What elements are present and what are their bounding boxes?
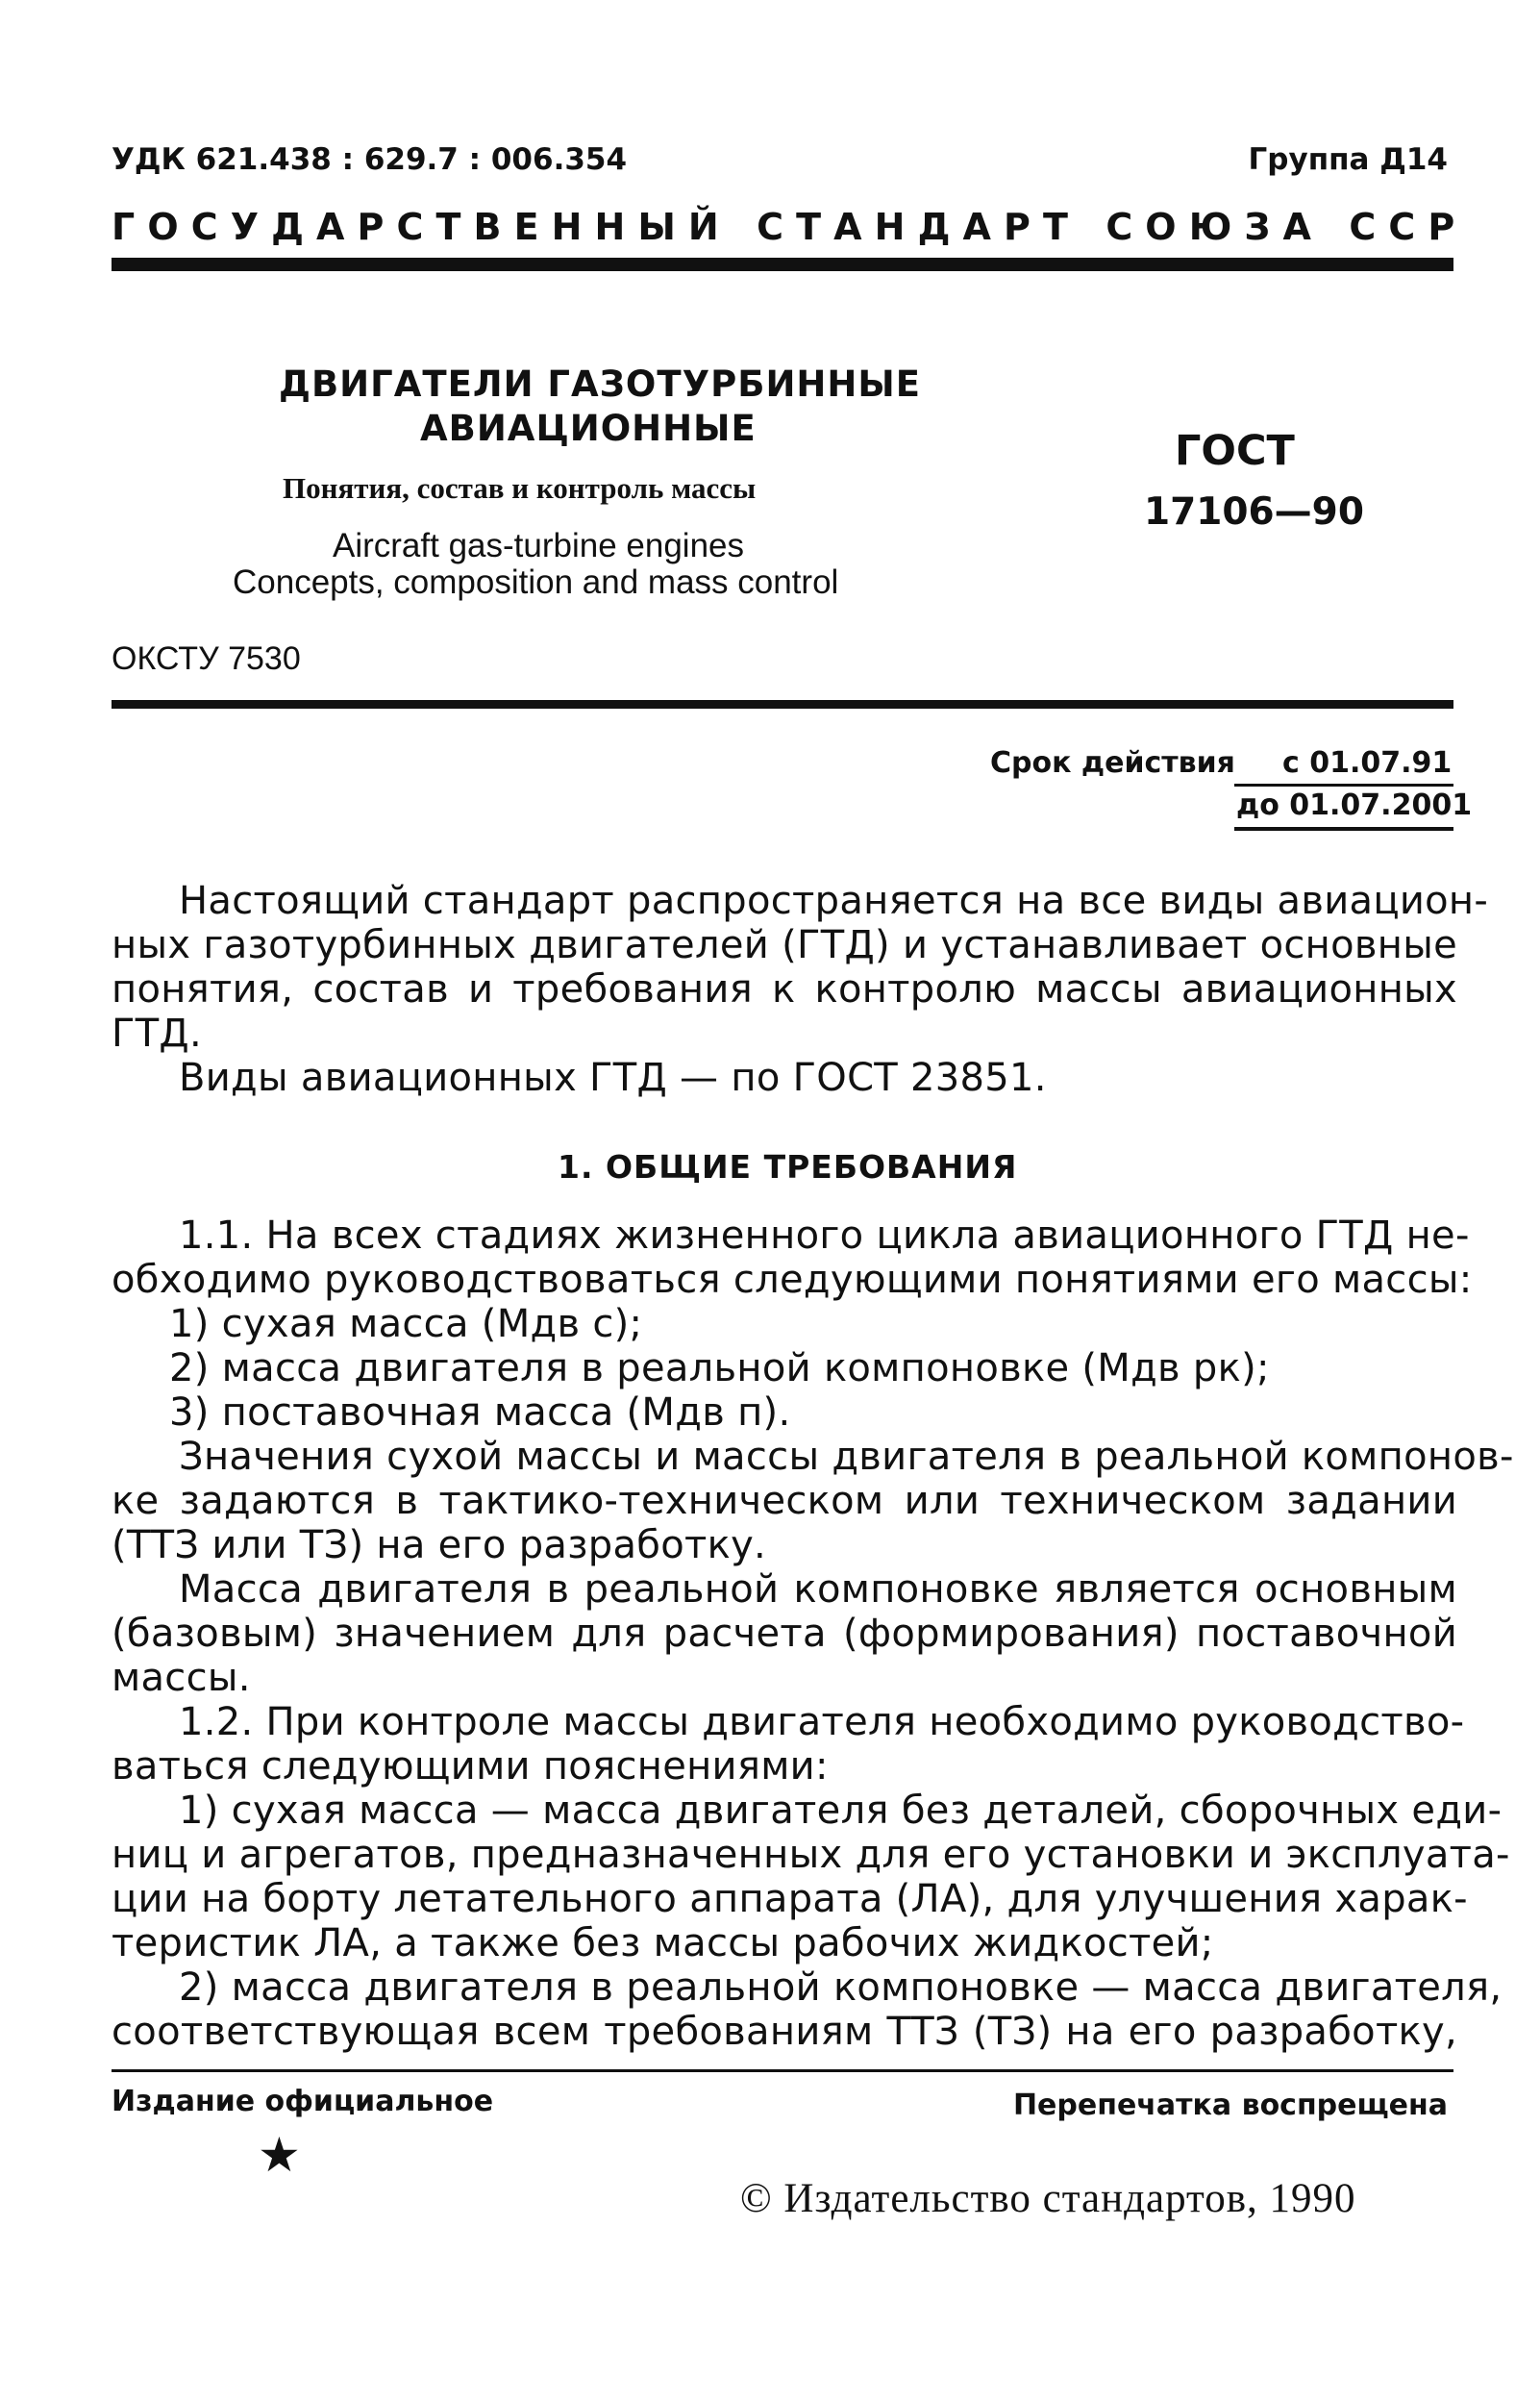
section-1-line-4: 2) масса двигателя в реальной компоновке (Mдв рк); xyxy=(169,1346,1270,1390)
gost-number: 17106—90 xyxy=(1144,490,1364,534)
reprint-prohibited-label: Перепечатка воспрещена xyxy=(1012,2089,1448,2122)
section-1-line-14: 1) сухая масса — масса двигателя без деталей, сборочных еди- xyxy=(179,1789,1503,1833)
section-1-line-3: 1) сухая масса (Mдв с); xyxy=(169,1302,643,1346)
section-1-heading: 1. ОБЩИЕ ТРЕБОВАНИЯ xyxy=(558,1148,1018,1186)
section-1-line-10: (базовым) значением для расчета (формирования) поставочной xyxy=(112,1612,1457,1656)
title-line-2: АВИАЦИОННЫЕ xyxy=(420,408,757,449)
section-1-line-11: массы. xyxy=(112,1656,251,1700)
title-line-1: ДВИГАТЕЛИ ГАЗОТУРБИННЫЕ xyxy=(279,363,921,405)
udk-code: УДК 621.438 : 629.7 : 006.354 xyxy=(112,142,628,177)
gost-label: ГОСТ xyxy=(1175,427,1295,475)
title-subtitle: Понятия, состав и контроль массы xyxy=(283,471,757,505)
section-1-line-12: 1.2. При контроле массы двигателя необходимо руководство- xyxy=(179,1700,1465,1744)
header-thick-rule xyxy=(112,258,1453,271)
official-edition-label: Издание официальное xyxy=(112,2085,494,2118)
intro-line-5: Виды авиационных ГТД — по ГОСТ 23851. xyxy=(179,1056,1047,1100)
section-1-line-6: Значения сухой массы и массы двигателя в реальной компонов- xyxy=(179,1435,1514,1479)
section-1-line-8: (ТТЗ или ТЗ) на его разработку. xyxy=(112,1523,767,1567)
section-1-line-9: Масса двигателя в реальной компоновке является основным xyxy=(179,1567,1457,1612)
state-standard-heading: ГОСУДАРСТВЕННЫЙ СТАНДАРТ СОЮЗА ССР xyxy=(112,206,1468,248)
okstu-code: ОКСТУ 7530 xyxy=(112,640,301,677)
intro-line-1: Настоящий стандарт распространяется на все виды авиацион- xyxy=(179,879,1489,923)
validity-label: Срок действия xyxy=(990,746,1235,780)
intro-line-2: ных газотурбинных двигателей (ГТД) и устанавливает основные xyxy=(112,923,1457,967)
section-1-line-16: ции на борту летательного аппарата (ЛА), для улучшения харак- xyxy=(112,1877,1468,1921)
group-code: Группа Д14 xyxy=(1248,142,1448,177)
star-icon: ★ xyxy=(258,2127,301,2183)
english-title-line-2: Concepts, composition and mass control xyxy=(233,563,839,601)
validity-from: с 01.07.91 xyxy=(1282,746,1453,780)
validity-underline-rule xyxy=(1234,827,1453,831)
section-1-line-15: ниц и агрегатов, предназначенных для его установки и эксплуата- xyxy=(112,1833,1510,1877)
footer-rule xyxy=(112,2069,1453,2072)
section-1-line-17: теристик ЛА, а также без массы рабочих жидкостей; xyxy=(112,1921,1214,1965)
section-1-line-5: 3) поставочная масса (Mдв п). xyxy=(169,1390,791,1435)
intro-line-3: понятия, состав и требования к контролю массы авиационных xyxy=(112,967,1457,1012)
section-1-line-18: 2) масса двигателя в реальной компоновке — масса двигателя, xyxy=(179,1965,1503,2010)
section-1-line-1: 1.1. На всех стадиях жизненного цикла авиационного ГТД не- xyxy=(179,1214,1470,1258)
title-block-rule xyxy=(112,700,1453,709)
validity-to: до 01.07.2001 xyxy=(1236,788,1473,822)
english-title-line-1: Aircraft gas-turbine engines xyxy=(333,527,744,564)
section-1-line-2: обходимо руководствоваться следующими понятиями его массы: xyxy=(112,1258,1473,1302)
copyright-line: © Издательство стандартов, 1990 xyxy=(740,2176,1356,2221)
section-1-line-19: соответствующая всем требованиям ТТЗ (ТЗ) на его разработку, xyxy=(112,2010,1457,2054)
section-1-line-7: ке задаются в тактико-техническом или техническом задании xyxy=(112,1479,1457,1523)
validity-fraction-rule xyxy=(1234,784,1453,787)
section-1-line-13: ваться следующими пояснениями: xyxy=(112,1744,829,1789)
intro-line-4: ГТД. xyxy=(112,1012,202,1056)
